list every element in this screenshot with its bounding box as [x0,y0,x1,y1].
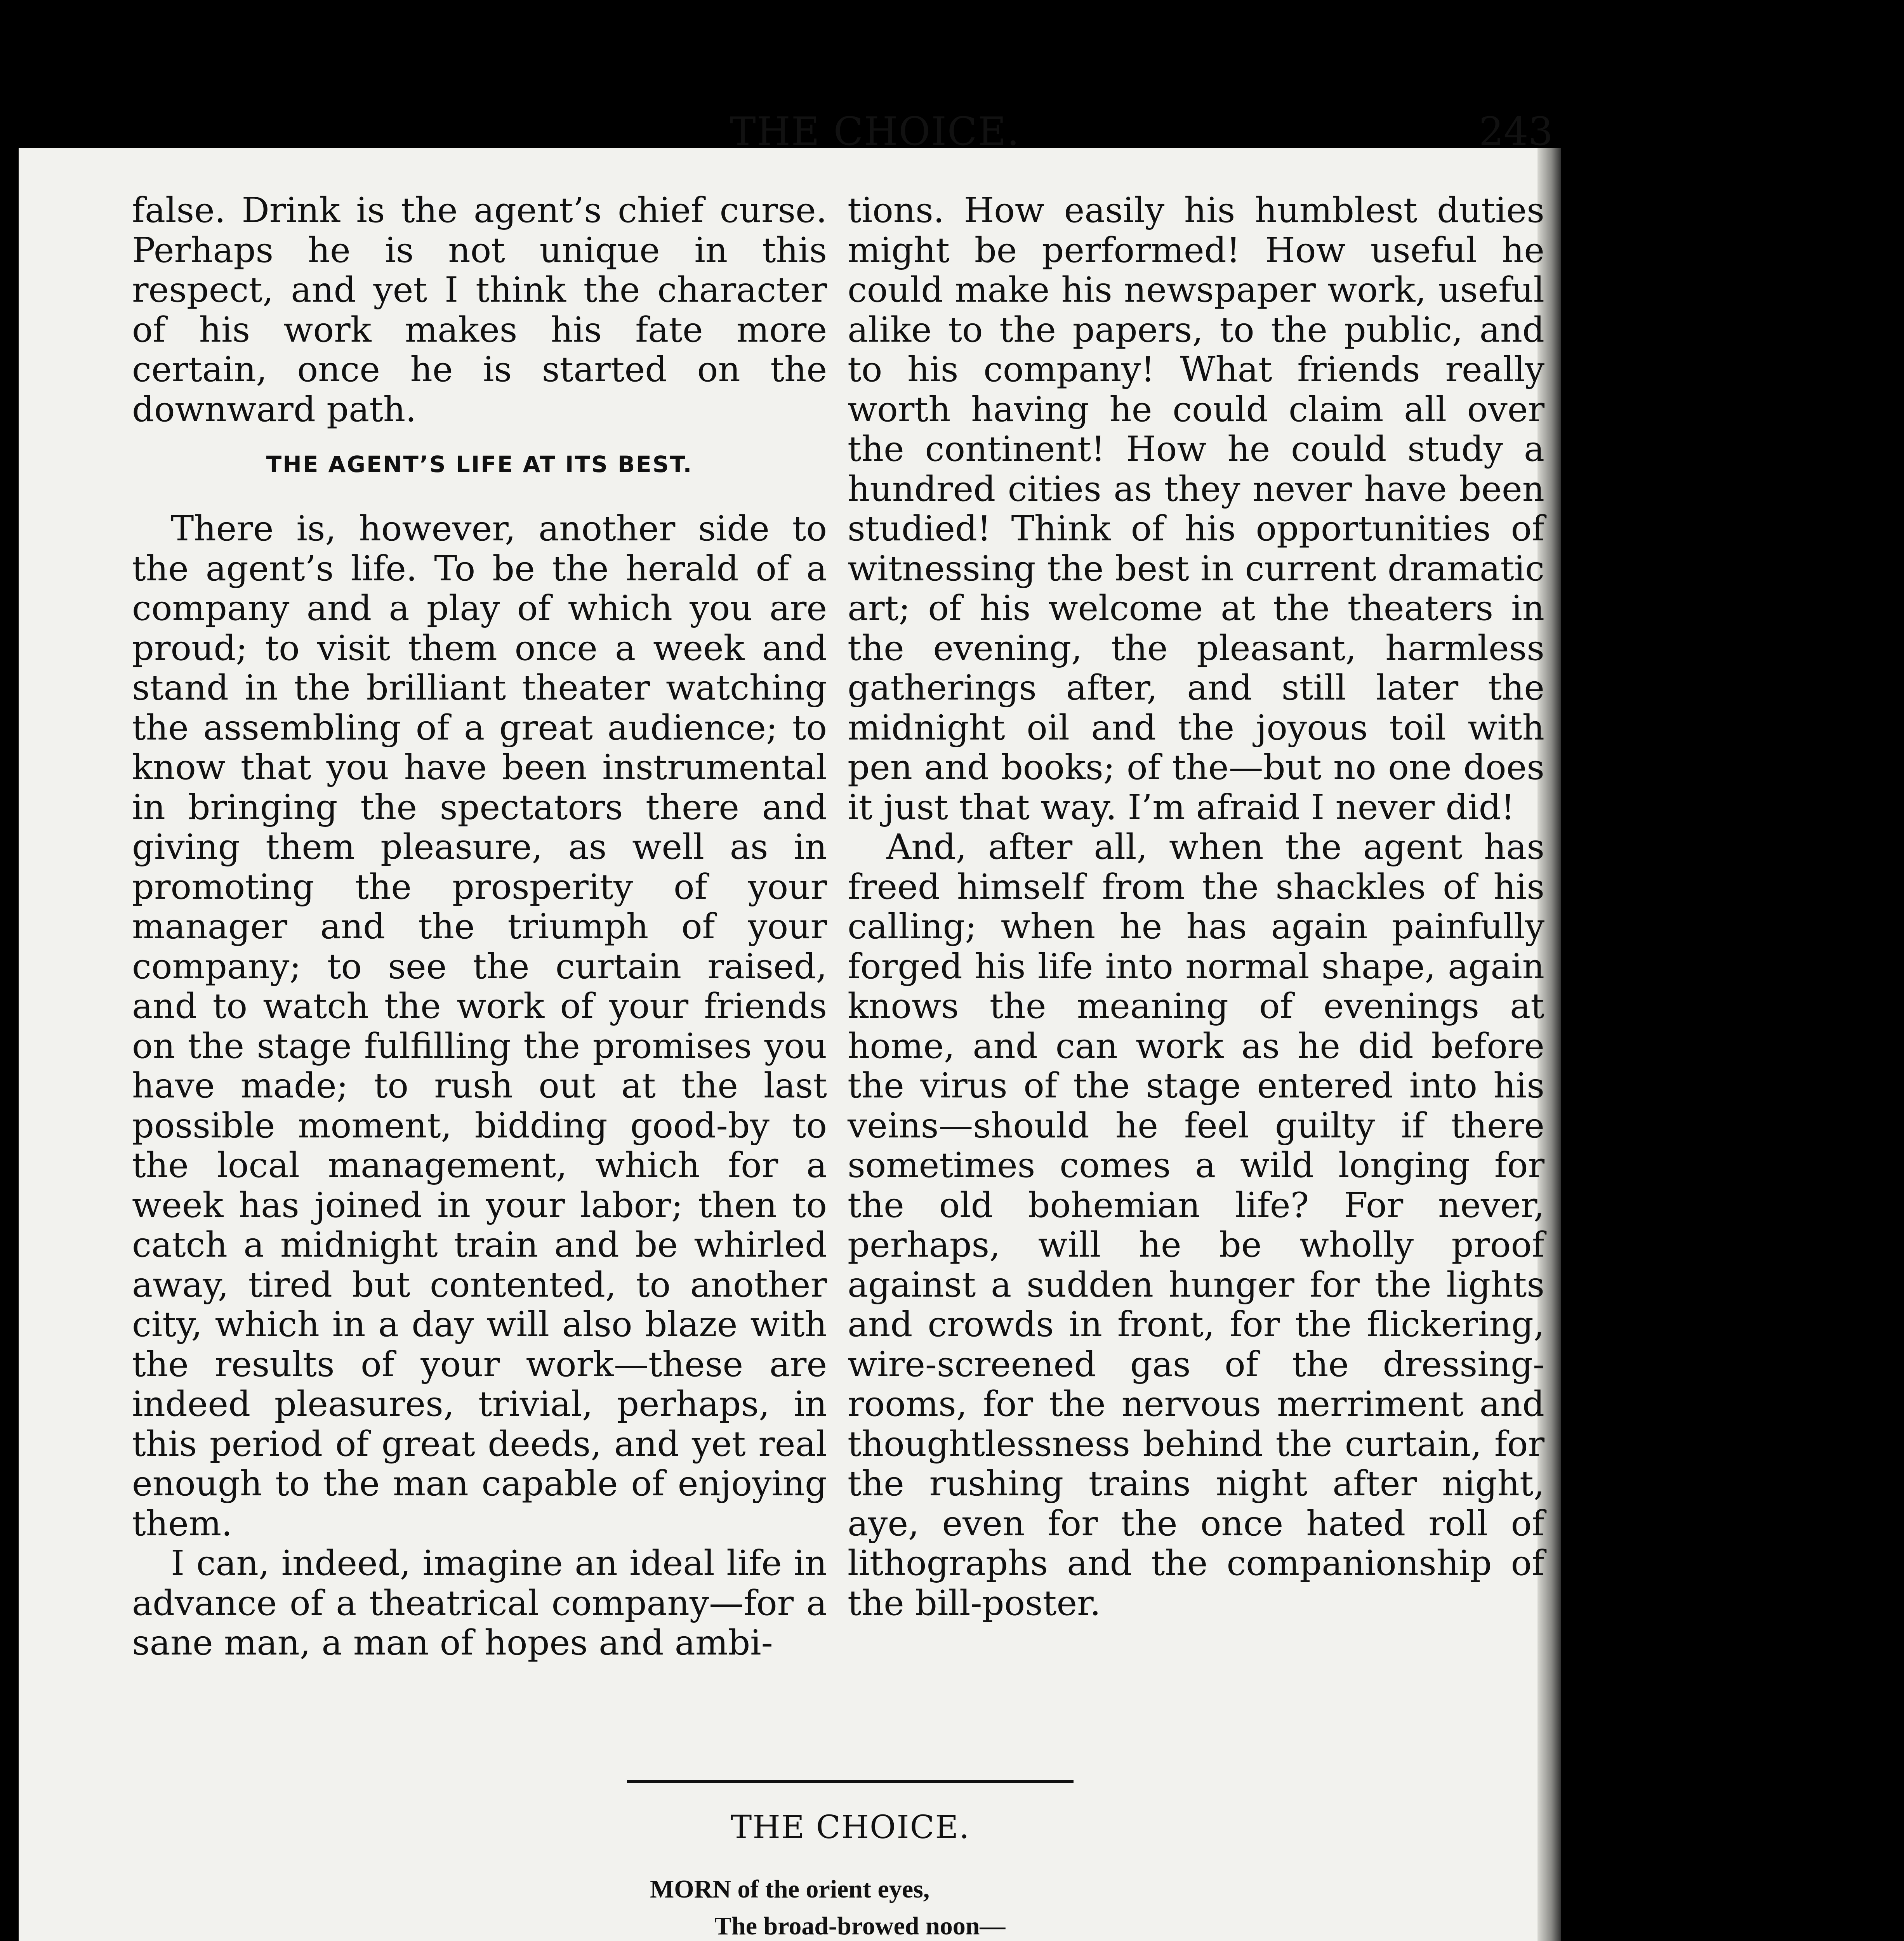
left-paragraph-3: I can, indeed, imagine an ideal life in advance of a theatrical company—for a sane man, a man of hopes and ambi- [132,1543,827,1663]
running-head [128,109,1553,167]
section-heading-text: THE AGENT’S LIFE AT ITS BEST. [266,451,693,477]
left-paragraph-1: false. Drink is the agent’s chief curse. Perhaps he is not unique in this respect, and yet I think the character of his work makes his fate more certain, once he is started on the downward path. [132,190,827,429]
right-column [848,190,1544,1623]
right-paragraph-1: tions. How easily his humblest duties might be performed! How useful he could make his newspaper work, useful alike to the papers, to the public, and to his company! What friends really worth having he could claim all over the continent! How he could study a hundred cities as they never have been studied! Think of his opportunities of witnessing the best in current dramatic art; of his welcome at the theaters in the evening, the pleasant, harmless gatherings after, and still later the midnight oil and the joyous toil with pen and books; of the—but no one does it just that way. I’m afraid I never did! [848,190,1544,827]
poem-title: THE CHOICE. [730,1809,970,1846]
poem-line: MORN of the orient eyes, [650,1875,930,1903]
poem [650,1871,1061,1941]
page-number: 243 [1479,109,1553,154]
right-paragraph-2: And, after all, when the agent has freed himself from the shackles of his calling; when he has again painfully forged his life into normal shape, again knows the meaning of evenings at home, and can work as he did before the virus of the stage entered into his veins—should he feel guilty if there sometimes comes a wild longing for the old bohemian life? For never, perhaps, will he be wholly proof against a sudden hunger for the lights and crowds in front, for the flickering, wire-screened gas of the dressing-rooms, for the nervous merriment and thoughtlessness behind the curtain, for the rushing trains night after night, aye, even for the once hated roll of lithographs and the companionship of the bill-poster. [848,826,1544,1623]
running-head-title: THE CHOICE. [730,109,1020,154]
left-paragraph-2: There is, however, another side to the agent’s life. To be the herald of a company and a play of which you are proud; to visit them once a week and stand in the brilliant theater watching the assembling of a great audience; to know that you have been instrumental in bringing the spectators there and giving them pleasure, as well as in promoting the prosperity of your manager and the triumph of your company; to see the curtain raised, and to watch the work of your friends on the stage fulfilling the promises you have made; to rush out at the last possible moment, bidding good-by to the local management, which for a week has joined in your labor; then to catch a midnight train and be whirled away, tired but contented, to another city, which in a day will also blaze with the results of your work—these are indeed pleasures, trivial, perhaps, in this period of great deeds, and yet real enough to the man capable of enjoying them. [132,508,827,1543]
left-column [132,190,827,1663]
section-divider [627,1780,1074,1783]
section-heading [132,429,827,509]
poem-line: The broad-browed noon— [714,1911,1006,1940]
